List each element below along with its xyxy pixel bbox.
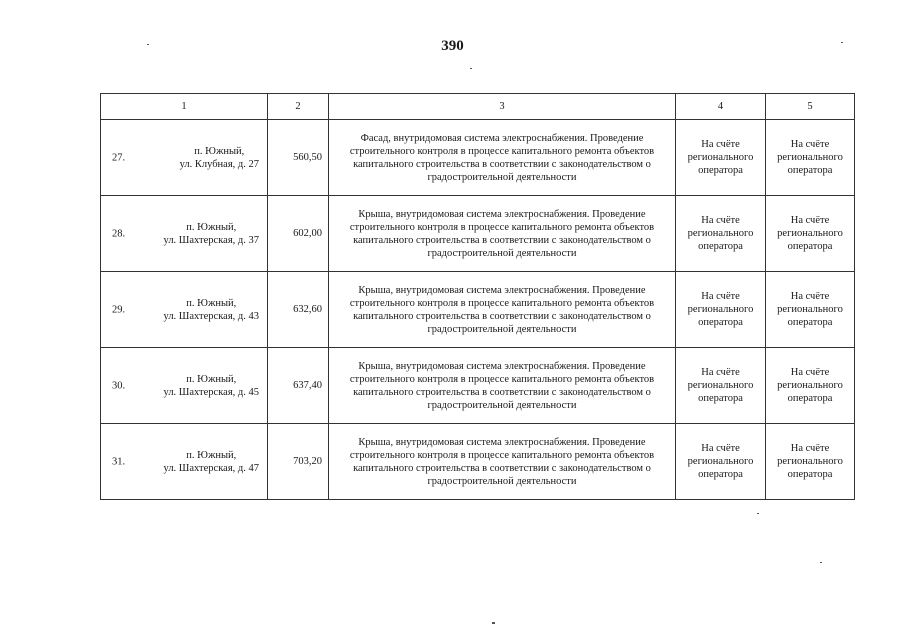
scan-speck xyxy=(820,562,822,563)
address-cell xyxy=(101,272,268,348)
header-col-1: 1 xyxy=(101,94,268,120)
col4-cell: На счёте регионального оператора xyxy=(676,272,766,348)
col4-cell: На счёте регионального оператора xyxy=(676,196,766,272)
area-cell: 632,60 xyxy=(268,272,329,348)
repair-table xyxy=(100,93,855,500)
scan-speck xyxy=(470,68,472,69)
row-number: 30. xyxy=(112,380,126,391)
address-street: ул. Шахтерская, д. 45 xyxy=(163,386,259,398)
row-number: 28. xyxy=(112,228,126,239)
page-number: 390 xyxy=(441,38,464,54)
address-cell xyxy=(101,424,268,500)
address-settlement: п. Южный, xyxy=(186,221,237,233)
scan-speck xyxy=(147,44,149,45)
address-cell xyxy=(101,120,268,196)
header-col-5: 5 xyxy=(766,94,855,120)
address-settlement: п. Южный, xyxy=(186,373,237,385)
works-cell: Фасад, внутридомовая система электроснабжения. Проведение строительного контроля в процессе капитального ремонта объектов капитального строительства в соответствии с законодательством о градостроительной деятельности xyxy=(329,120,676,196)
col5-cell: На счёте регионального оператора xyxy=(766,348,855,424)
address-street: ул. Шахтерская, д. 43 xyxy=(163,310,259,322)
row-number: 27. xyxy=(112,152,126,163)
works-cell: Крыша, внутридомовая система электроснабжения. Проведение строительного контроля в процессе капитального ремонта объектов капитального строительства в соответствии с законодательством о градостроительной деятельности xyxy=(329,196,676,272)
address-settlement: п. Южный, xyxy=(186,449,237,461)
address-cell xyxy=(101,196,268,272)
table-row xyxy=(101,272,855,348)
header-col-4: 4 xyxy=(676,94,766,120)
header-col-2: 2 xyxy=(268,94,329,120)
address-street: ул. Клубная, д. 27 xyxy=(179,158,259,170)
address-settlement: п. Южный, xyxy=(194,145,245,157)
works-cell: Крыша, внутридомовая система электроснабжения. Проведение строительного контроля в процессе капитального ремонта объектов капитального строительства в соответствии с законодательством о градостроительной деятельности xyxy=(329,348,676,424)
area-cell: 602,00 xyxy=(268,196,329,272)
header-col-3: 3 xyxy=(329,94,676,120)
col5-cell: На счёте регионального оператора xyxy=(766,424,855,500)
address-street: ул. Шахтерская, д. 37 xyxy=(163,234,259,246)
area-cell: 637,40 xyxy=(268,348,329,424)
col5-cell: На счёте регионального оператора xyxy=(766,272,855,348)
address-street: ул. Шахтерская, д. 47 xyxy=(163,462,259,474)
area-cell: 560,50 xyxy=(268,120,329,196)
header-row xyxy=(101,94,855,120)
col5-cell: На счёте регионального оператора xyxy=(766,120,855,196)
table-row xyxy=(101,348,855,424)
scan-speck xyxy=(492,622,495,624)
col4-cell: На счёте регионального оператора xyxy=(676,120,766,196)
table-row xyxy=(101,120,855,196)
col4-cell: На счёте регионального оператора xyxy=(676,348,766,424)
address-cell xyxy=(101,348,268,424)
works-cell: Крыша, внутридомовая система электроснабжения. Проведение строительного контроля в процессе капитального ремонта объектов капитального строительства в соответствии с законодательством о градостроительной деятельности xyxy=(329,424,676,500)
row-number: 31. xyxy=(112,456,126,467)
table-row xyxy=(101,196,855,272)
table-row xyxy=(101,424,855,500)
scan-speck xyxy=(757,513,759,514)
col5-cell: На счёте регионального оператора xyxy=(766,196,855,272)
works-cell: Крыша, внутридомовая система электроснабжения. Проведение строительного контроля в процессе капитального ремонта объектов капитального строительства в соответствии с законодательством о градостроительной деятельности xyxy=(329,272,676,348)
col4-cell: На счёте регионального оператора xyxy=(676,424,766,500)
row-number: 29. xyxy=(112,304,126,315)
address-settlement: п. Южный, xyxy=(186,297,237,309)
scan-speck xyxy=(841,42,843,43)
area-cell: 703,20 xyxy=(268,424,329,500)
